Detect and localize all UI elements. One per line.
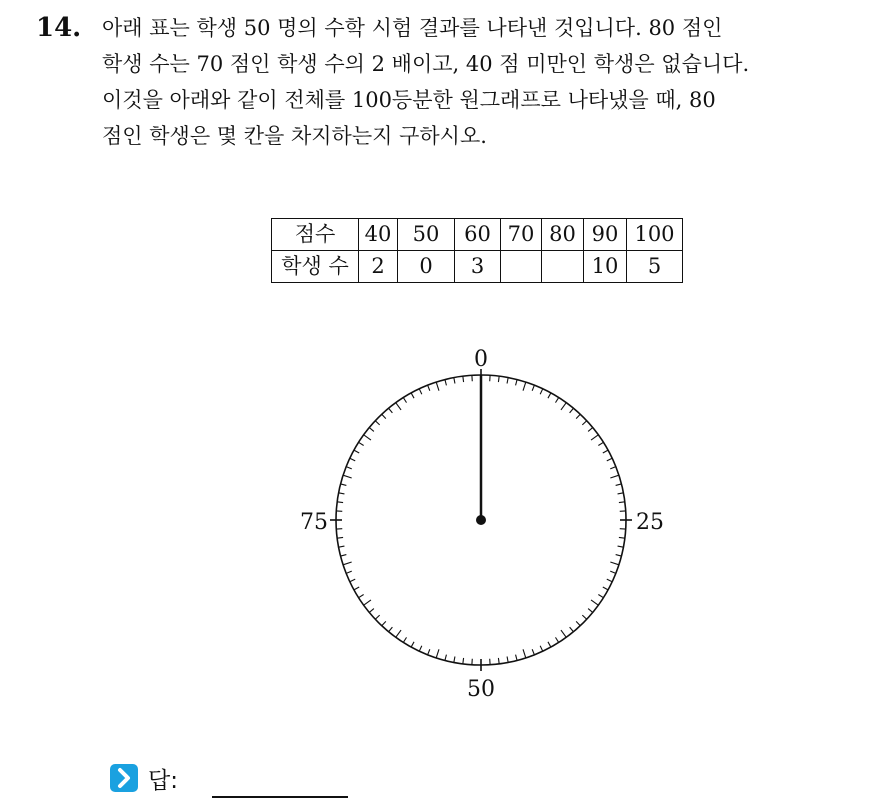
tick-mark [591, 435, 598, 440]
score-cell: 70 [501, 219, 542, 251]
question-text [102, 10, 866, 154]
tick-mark [346, 571, 352, 573]
count-cell: 3 [455, 251, 501, 283]
tick-mark [339, 546, 345, 547]
tick-mark [610, 475, 619, 478]
tick-mark [548, 642, 551, 647]
tick-mark [354, 450, 359, 453]
answer-label: 답: [148, 767, 178, 794]
score-cell: 100 [627, 219, 683, 251]
tick-mark [341, 484, 347, 485]
tick-mark [555, 398, 558, 403]
tick-mark [436, 382, 439, 391]
score-cell: 60 [455, 219, 501, 251]
tick-mark [382, 621, 386, 625]
tick-mark [454, 657, 455, 663]
tick-mark [389, 408, 393, 413]
tick-mark [598, 442, 603, 445]
score-cell: 40 [359, 219, 398, 251]
tick-mark [411, 393, 414, 398]
tick-mark [337, 537, 343, 538]
tick-mark [591, 600, 598, 605]
count-cell: 2 [359, 251, 398, 283]
tick-mark [343, 475, 352, 478]
tick-mark [570, 627, 574, 632]
tick-mark [576, 621, 580, 625]
tick-mark [619, 537, 625, 538]
label-right: 25 [636, 510, 664, 535]
tick-mark [588, 428, 593, 432]
question-line: 이것을 아래와 같이 전체를 100등분한 원그래프로 나타냈을 때, 80 [102, 88, 716, 112]
tick-mark [516, 655, 517, 661]
tick-mark [603, 587, 608, 590]
tick-mark [445, 655, 446, 661]
count-cell: 5 [627, 251, 683, 283]
tick-mark [359, 442, 364, 445]
tick-mark [403, 398, 406, 403]
tick-mark [375, 615, 379, 619]
tick-mark [359, 594, 364, 597]
tick-mark [498, 376, 499, 382]
question-line: 아래 표는 학생 50 명의 수학 시험 결과를 나타낸 것입니다. 80 점인 [102, 16, 723, 40]
answer-blank[interactable] [212, 796, 348, 798]
tick-mark [618, 493, 624, 494]
tick-mark [616, 555, 622, 556]
score-cell: 90 [584, 219, 627, 251]
tick-mark [364, 600, 371, 605]
score-row [272, 219, 683, 251]
tick-mark [576, 414, 580, 418]
count-row [272, 251, 683, 283]
tick-mark [618, 546, 624, 547]
tick-mark [341, 555, 347, 556]
tick-mark [419, 389, 422, 394]
tick-mark [532, 385, 534, 391]
score-cell: 50 [398, 219, 455, 251]
tick-mark [548, 393, 551, 398]
count-header: 학생 수 [272, 251, 359, 283]
tick-mark [454, 378, 455, 384]
question-number: 14. [36, 13, 82, 43]
tick-mark [610, 562, 619, 565]
center-dot [476, 515, 486, 525]
tick-mark [582, 615, 586, 619]
tick-mark [598, 594, 603, 597]
tick-mark [337, 502, 343, 503]
tick-mark [588, 609, 593, 613]
count-cell [501, 251, 542, 283]
question-line: 학생 수는 70 점인 학생 수의 2 배이고, 40 점 미만인 학생은 없습니다. [102, 52, 750, 76]
tick-mark [419, 646, 422, 651]
tick-mark [540, 646, 543, 651]
count-cell: 0 [398, 251, 455, 283]
tick-mark [369, 428, 374, 432]
tick-mark [610, 571, 616, 573]
question-line: 점인 학생은 몇 칸을 차지하는지 구하시오. [102, 124, 487, 148]
tick-mark [403, 637, 406, 642]
label-left: 75 [300, 510, 328, 535]
tick-mark [343, 562, 352, 565]
tick-mark [540, 389, 543, 394]
tick-mark [507, 657, 508, 663]
tick-mark [561, 630, 566, 637]
tick-mark [555, 637, 558, 642]
tick-mark [346, 467, 352, 469]
tick-mark [507, 378, 508, 384]
tick-mark [354, 587, 359, 590]
tick-mark [607, 458, 612, 461]
count-cell [542, 251, 584, 283]
tick-mark [498, 658, 499, 664]
tick-mark [523, 382, 526, 391]
tick-mark [603, 450, 608, 453]
tick-mark [364, 435, 371, 440]
tick-mark [532, 649, 534, 655]
score-header: 점수 [272, 219, 359, 251]
tick-mark [516, 380, 517, 386]
label-top: 0 [474, 347, 488, 372]
tick-mark [561, 403, 566, 410]
tick-mark [570, 408, 574, 413]
tick-mark [582, 421, 586, 425]
circle-graph [280, 330, 680, 710]
tick-mark [350, 458, 355, 461]
tick-mark [396, 630, 401, 637]
tick-mark [463, 376, 464, 382]
count-cell: 10 [584, 251, 627, 283]
tick-mark [445, 380, 446, 386]
tick-mark [436, 649, 439, 658]
tick-mark [396, 403, 401, 410]
tick-mark [339, 493, 345, 494]
tick-mark [463, 658, 464, 664]
tick-mark [375, 421, 379, 425]
tick-mark [616, 484, 622, 485]
tick-mark [382, 414, 386, 418]
tick-mark [350, 579, 355, 582]
tick-mark [428, 385, 430, 391]
tick-mark [619, 502, 625, 503]
tick-mark [610, 467, 616, 469]
tick-mark [428, 649, 430, 655]
answer-area [110, 760, 178, 796]
tick-mark [523, 649, 526, 658]
tick-mark [411, 642, 414, 647]
chevron-right-icon [110, 764, 138, 792]
label-bottom: 50 [467, 677, 495, 702]
tick-mark [369, 609, 374, 613]
score-cell: 80 [542, 219, 584, 251]
score-table [271, 218, 683, 283]
tick-mark [607, 579, 612, 582]
tick-mark [389, 627, 393, 632]
